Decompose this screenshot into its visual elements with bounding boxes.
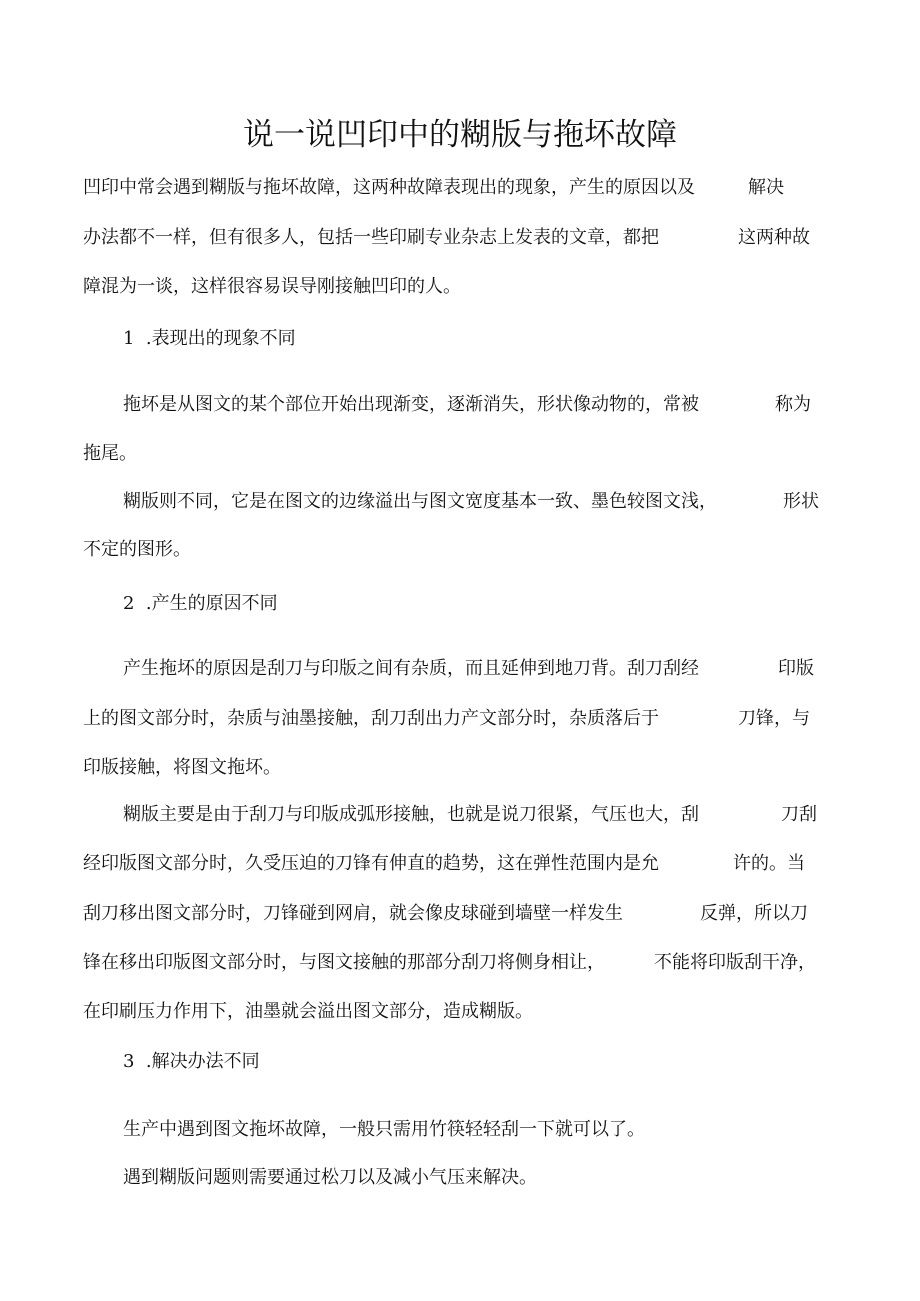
- paragraph-text: 不定的图形。: [83, 539, 191, 560]
- paragraph-text: 形状: [783, 491, 819, 512]
- paragraph-text: 刮刀移出图文部分时，刀锋碰到网肩，就会像皮球碰到墙壁一样发生: [83, 903, 623, 924]
- paragraph-text: 反弹，所以刀: [700, 903, 808, 924]
- paragraph-text: 生产中遇到图文拖坏故障，一般只需用竹筷轻轻刮一下就可以了。: [123, 1119, 645, 1140]
- s2-para1-line-3: [0, 748, 920, 788]
- paragraph-text: 许的。当: [733, 853, 805, 874]
- s2-para2-line-2: [0, 844, 920, 884]
- s2-para1-line-1: [0, 649, 920, 689]
- section-heading-2: [0, 584, 920, 624]
- intro-text: 解决: [748, 177, 784, 198]
- section-heading-text: 3 .解决办法不同: [123, 1051, 260, 1072]
- s1-para2-line-2: [0, 530, 920, 570]
- paragraph-text: 糊版主要是由于刮刀与印版成弧形接触，也就是说刀很紧，气压也大，刮: [123, 804, 699, 825]
- page-title: 说一说凹印中的糊版与拖坏故障: [243, 117, 677, 153]
- s2-para2-line-4: [0, 943, 920, 983]
- s2-para2-line-1: [0, 795, 920, 835]
- paragraph-text: 糊版则不同，它是在图文的边缘溢出与图文宽度基本一致、墨色较图文浅，: [123, 491, 717, 512]
- s2-para2-line-5: [0, 992, 920, 1032]
- intro-text: 凹印中常会遇到糊版与拖坏故障，这两种故障表现出的现象，产生的原因以及: [83, 177, 695, 198]
- section-heading-3: [0, 1042, 920, 1082]
- paragraph-text: 经印版图文部分时，久受压迫的刀锋有伸直的趋势，这在弹性范围内是允: [83, 853, 659, 874]
- paragraph-text: 锋在移出印版图文部分时，与图文接触的那部分刮刀将侧身相让，: [83, 952, 605, 973]
- s1-para1-line-1: [0, 385, 920, 425]
- section-heading-text: 2 .产生的原因不同: [123, 593, 278, 614]
- paragraph-text: 刀刮: [781, 804, 817, 825]
- intro-text: 障混为一谈，这样很容易误导刚接触凹印的人。: [83, 276, 461, 297]
- paragraph-text: 不能将印版刮干净，: [654, 952, 816, 973]
- paragraph-text: 刀锋，与: [738, 708, 810, 729]
- s2-para1-line-2: [0, 699, 920, 739]
- intro-line-2: [0, 218, 920, 258]
- section-heading-text: 1 .表现出的现象不同: [123, 328, 296, 349]
- paragraph-text: 遇到糊版问题则需要通过松刀以及减小气压来解决。: [123, 1167, 537, 1188]
- paragraph-text: 称为: [775, 394, 811, 415]
- paragraph-text: 拖尾。: [83, 443, 137, 464]
- paragraph-text: 印版: [778, 658, 814, 679]
- intro-line-3: [0, 267, 920, 307]
- s1-para1-line-2: [0, 434, 920, 474]
- intro-text: 办法都不一样，但有很多人，包括一些印刷专业杂志上发表的文章，都把: [83, 227, 659, 248]
- s1-para2-line-1: [0, 482, 920, 522]
- paragraph-text: 在印刷压力作用下，油墨就会溢出图文部分，造成糊版。: [83, 1001, 533, 1022]
- paragraph-text: 印版接触，将图文拖坏。: [83, 757, 281, 778]
- intro-text: 这两种故: [738, 227, 810, 248]
- intro-line-1: [0, 168, 920, 208]
- s3-para2-line: [0, 1158, 920, 1198]
- paragraph-text: 产生拖坏的原因是刮刀与印版之间有杂质，而且延伸到地刀背。刮刀刮经: [123, 658, 699, 679]
- s2-para2-line-3: [0, 894, 920, 934]
- paragraph-text: 拖坏是从图文的某个部位开始出现渐变，逐渐消失，形状像动物的，常被: [123, 394, 699, 415]
- paragraph-text: 上的图文部分时，杂质与油墨接触，刮刀刮出力产文部分时，杂质落后于: [83, 708, 659, 729]
- s3-para1-line: [0, 1110, 920, 1150]
- section-heading-1: [0, 319, 920, 359]
